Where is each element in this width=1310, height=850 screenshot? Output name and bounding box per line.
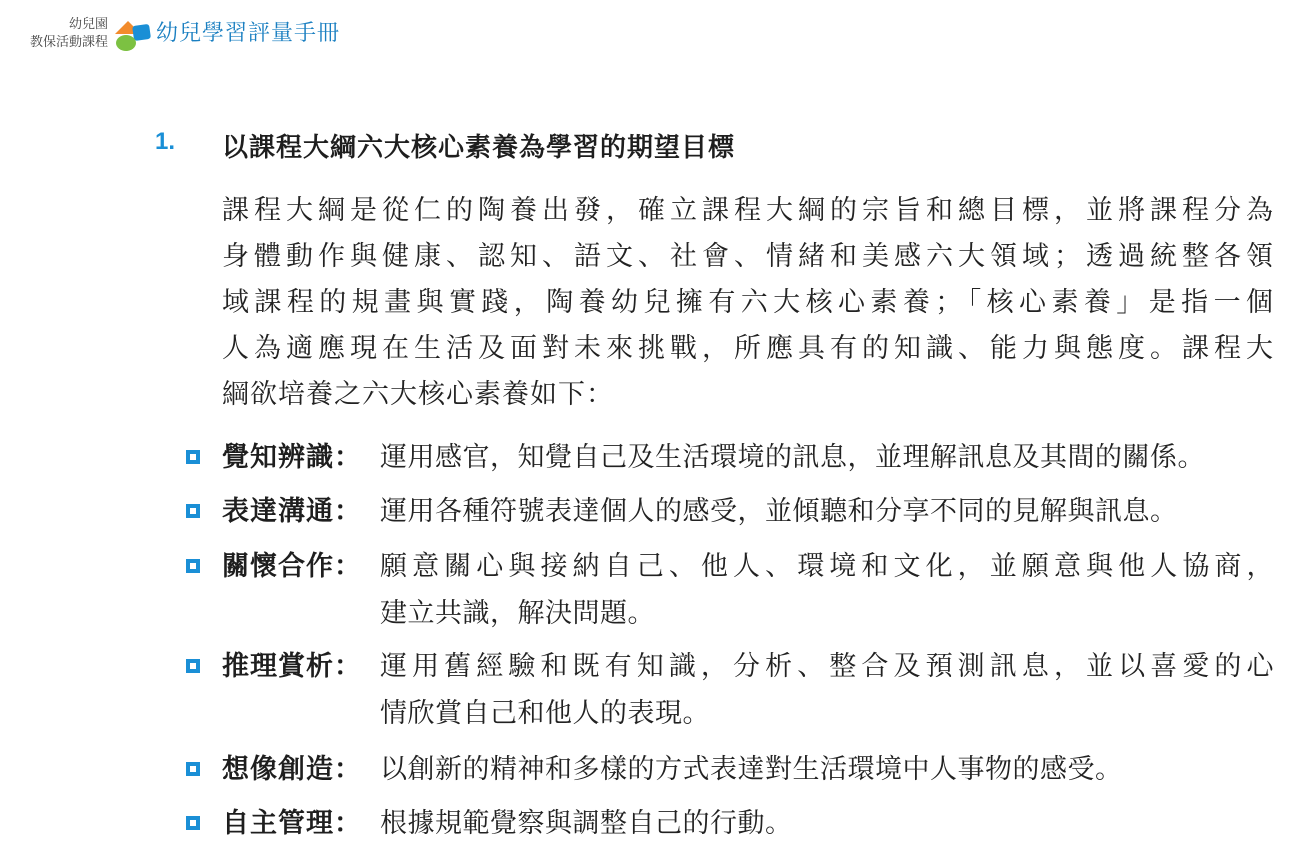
square-bullet-icon [186, 504, 200, 518]
competency-description-line: 以創新的精神和多樣的方式表達對生活環境中人事物的感受。 [380, 754, 1123, 785]
competency-description-line: 情欣賞自己和他人的表現。 [380, 698, 710, 729]
competency-term: 推理賞析： [222, 651, 362, 682]
section-title: 以課程大綱六大核心素養為學習的期望目標 [222, 133, 736, 163]
competency-term: 自主管理： [222, 808, 362, 839]
competency-description [380, 748, 1274, 795]
square-bullet-icon [186, 450, 200, 464]
page-header [0, 8, 420, 62]
competency-description [380, 490, 1274, 537]
competency-description [380, 645, 1274, 739]
intro-line: 綱欲培養之六大核心素養如下： [222, 379, 614, 410]
intro-line: 課程大綱是從仁的陶養出發，確立課程大綱的宗旨和總目標，並將課程分為 [222, 195, 1274, 226]
competency-description [380, 436, 1274, 483]
header-subtitle [0, 16, 108, 52]
competency-description-line: 願意關心與接納自己、他人、環境和文化，並願意與他人協商， [380, 551, 1274, 582]
competency-description-line: 運用各種符號表達個人的感受，並傾聽和分享不同的見解與訊息。 [380, 496, 1178, 527]
header-subtitle-line2: 教保活動課程 [29, 35, 108, 50]
manual-title: 幼兒學習評量手冊 [156, 21, 341, 46]
competency-description-line: 運用舊經驗和既有知識，分析、整合及預測訊息，並以喜愛的心 [380, 651, 1274, 682]
intro-paragraph [222, 188, 1274, 418]
square-bullet-icon [186, 659, 200, 673]
intro-line: 人為適應現在生活及面對未來挑戰，所應具有的知識、能力與態度。課程大 [222, 333, 1274, 364]
competency-description-line: 建立共識，解決問題。 [380, 598, 655, 629]
competency-term: 覺知辨識： [222, 442, 362, 473]
competency-description [380, 802, 1274, 849]
competency-description [380, 545, 1274, 639]
intro-line: 域課程的規畫與實踐，陶養幼兒擁有六大核心素養；「核心素養」是指一個 [222, 287, 1274, 318]
square-bullet-icon [186, 762, 200, 776]
square-bullet-icon [186, 559, 200, 573]
competency-term: 想像創造： [222, 754, 362, 785]
competency-description-line: 運用感官，知覺自己及生活環境的訊息，並理解訊息及其間的關係。 [380, 442, 1205, 473]
header-subtitle-line1: 幼兒園 [68, 17, 108, 32]
square-bullet-icon [186, 816, 200, 830]
intro-line: 身體動作與健康、認知、語文、社會、情緒和美感六大領域；透過統整各領 [222, 241, 1274, 272]
competency-term: 表達溝通： [222, 496, 362, 527]
house-logo-icon [112, 16, 154, 54]
section-number: 1. [155, 128, 176, 155]
competency-term: 關懷合作： [222, 551, 362, 582]
competency-description-line: 根據規範覺察與調整自己的行動。 [380, 808, 793, 839]
